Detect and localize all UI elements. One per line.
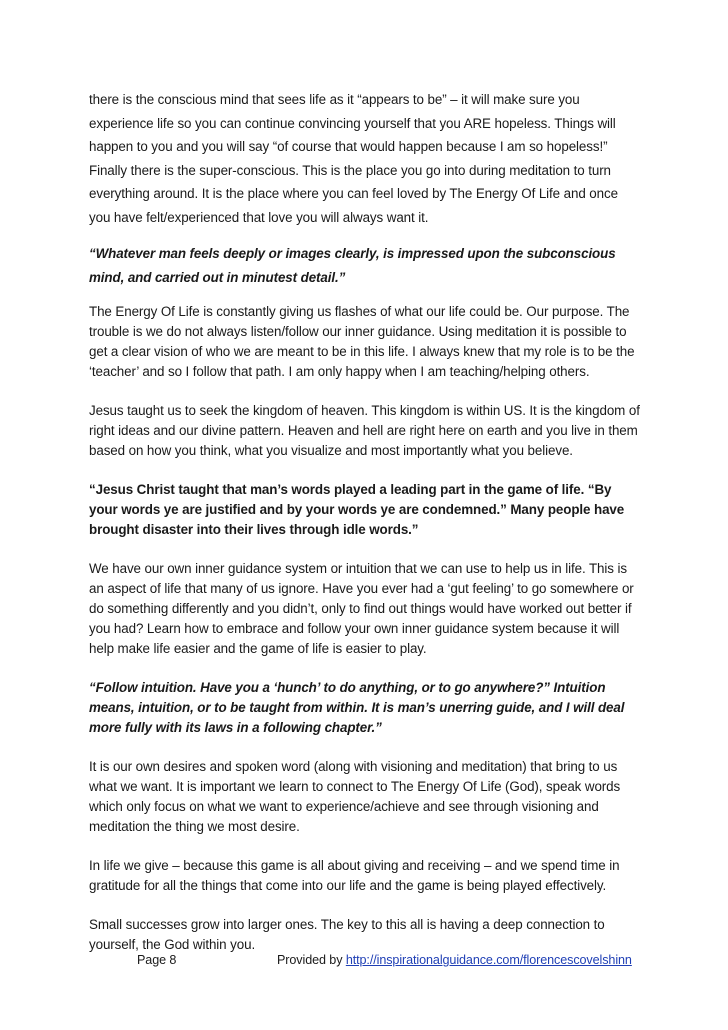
paragraph-kingdom-of-heaven: Jesus taught us to seek the kingdom of heaven. This kingdom is within US. It is the kingdom of right ideas and our divine pattern. Heaven and hell are right here on earth and you live in them based on how you think, what you visualize and most importantly what you believe. xyxy=(89,403,640,458)
paragraph-inner-guidance: We have our own inner guidance system or intuition that we can use to help us in life. This is an aspect of life that many of us ignore. Have you ever had a ‘gut feeling’ to go somewhere or do something differently and you didn’t, only to find out things would have worked out better if you had? Learn how to embrace and follow your own inner guidance system because it will help make life easier and the game of life is easier to play. xyxy=(89,561,634,656)
paragraph-energy-of-life: The Energy Of Life is constantly giving us flashes of what our life could be. Our purpose. The trouble is we do not always listen/follow our inner guidance. Using meditation it is possible to get a clear vision of who we are meant to be in this life. I always knew that my role is to be the ‘teacher’ and so I follow that path. I am only happy when I am teaching/helping others. xyxy=(89,304,635,379)
paragraph-desires-spoken-word: It is our own desires and spoken word (along with visioning and meditation) that bring to us what we want. It is important we learn to connect to The Energy Of Life (God), speak words which only focus on what we want to experience/achieve and see through visioning and meditation the thing we most desire. xyxy=(89,759,621,834)
page-number: Page 8 xyxy=(137,953,177,967)
footer-credit xyxy=(277,953,632,967)
paragraph-conscious-mind: there is the conscious mind that sees life as it “appears to be” – it will make sure you experience life so you can continue convincing yourself that you ARE hopeless. Things will happen to you and you will say “of course that would happen because I am so hopeless!” Finally there is the super-conscious. This is the place you go into during meditation to turn everything around. It is the place where you can feel loved by The Energy Of Life and once you have felt/experienced that love you will always want it. xyxy=(89,92,618,225)
paragraph-small-successes: Small successes grow into larger ones. The key to this all is having a deep connection to yourself, the God within you. xyxy=(89,917,605,952)
provided-by-label: Provided by xyxy=(277,953,346,967)
source-link[interactable]: http://inspirationalguidance.com/florencescovelshinn xyxy=(345,953,632,967)
page-footer xyxy=(0,953,728,973)
quote-jesus-christ: “Jesus Christ taught that man’s words played a leading part in the game of life. “By your words ye are justified and by your words ye are condemned.” Many people have brought disaster into their lives through idle words.” xyxy=(89,482,625,537)
paragraph-giving-receiving: In life we give – because this game is all about giving and receiving – and we spend time in gratitude for all the things that come into our life and the game is being played effectively. xyxy=(89,858,620,893)
page-body xyxy=(89,88,641,974)
quote-subconscious: “Whatever man feels deeply or images clearly, is impressed upon the subconscious mind, and carried out in minutest detail.” xyxy=(89,246,616,285)
quote-follow-intuition: “Follow intuition. Have you a ‘hunch’ to do anything, or to go anywhere?” Intuition means, intuition, or to be taught from within. It is man’s unerring guide, and I will deal more fully with its laws in a following chapter.” xyxy=(89,680,625,735)
